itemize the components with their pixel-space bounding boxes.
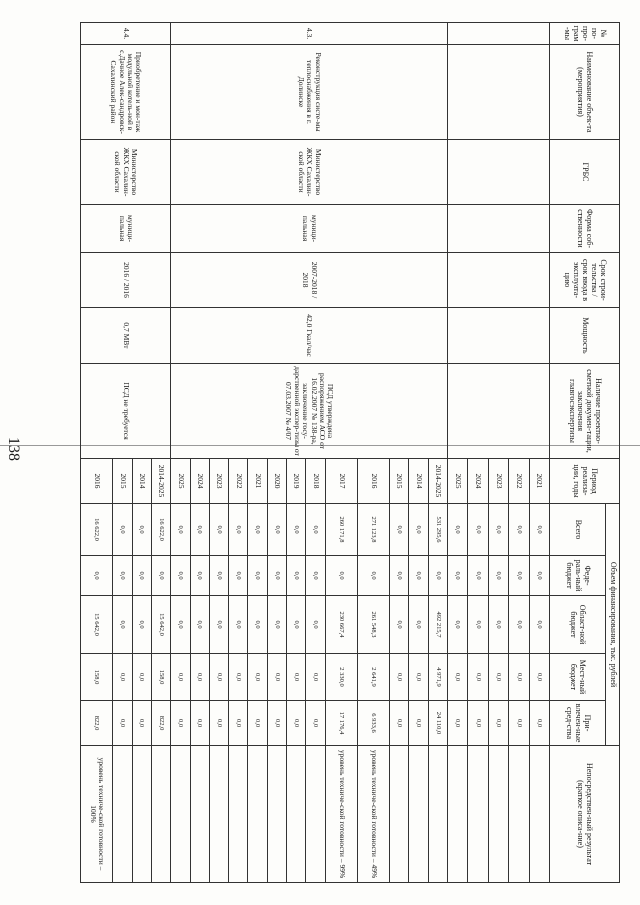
result-cell [171,746,190,883]
federal-cell: 0,0 [488,556,508,596]
total-cell: 0,0 [529,504,549,556]
year-cell: 2015 [390,459,409,504]
local-cell: 0,0 [390,654,409,701]
year-cell: 2019 [287,459,306,504]
header-ownership: Форма соб-ственности [550,205,620,253]
result-cell: уровень техниче-ской готовности – 100% [81,746,113,883]
attracted-cell: 822,0 [81,701,113,746]
year-cell: 2015 [113,459,132,504]
regional-cell: 0,0 [132,596,151,654]
attracted-cell: 0,0 [448,701,468,746]
total-cell: 271 123,8 [357,504,389,556]
header-grbs: ГРБС [550,140,620,205]
local-cell: 0,0 [468,654,488,701]
regional-cell: 15 642,0 [81,596,113,654]
attracted-cell: 0,0 [287,701,306,746]
year-cell: 2023 [488,459,508,504]
federal-cell: 0,0 [448,556,468,596]
object-ownership-cell: муници-пальная [171,205,448,253]
local-cell: 158,0 [151,654,170,701]
table-row [151,23,170,883]
local-cell: 0,0 [248,654,267,701]
object-name-cell: Реконструкция систе-мы теплоснабжения в г. Долинске [171,45,448,140]
local-cell: 4 971,9 [428,654,447,701]
year-cell: 2018 [306,459,325,504]
federal-cell: 0,0 [81,556,113,596]
local-cell: 2 641,9 [357,654,389,701]
total-cell: 0,0 [306,504,325,556]
local-cell: 0,0 [190,654,209,701]
total-cell: 0,0 [229,504,248,556]
result-cell [306,746,325,883]
attracted-cell: 822,0 [151,701,170,746]
year-cell: 2014-2025 [151,459,170,504]
regional-cell: 261 548,3 [357,596,389,654]
object-number-cell: 4.3. [171,23,448,45]
attracted-cell: 0,0 [190,701,209,746]
object-capacity-cell: 0,7 МВт [81,308,171,364]
header-period-impl: Период реализа-ции, годы [550,459,620,504]
federal-cell: 0,0 [267,556,286,596]
year-cell: 2014 [132,459,151,504]
local-cell: 0,0 [529,654,549,701]
regional-cell: 230 667,4 [325,596,357,654]
result-cell [468,746,488,883]
regional-cell: 0,0 [171,596,190,654]
total-cell: 0,0 [409,504,428,556]
local-cell: 0,0 [229,654,248,701]
total-cell: 260 171,8 [325,504,357,556]
funding-table [80,22,620,883]
result-cell [248,746,267,883]
attracted-cell: 0,0 [132,701,151,746]
year-cell: 2016 [81,459,113,504]
regional-cell: 0,0 [190,596,209,654]
header-regional: Област-ной бюджет [550,596,606,654]
attracted-cell: 0,0 [229,701,248,746]
total-cell: 531 295,6 [428,504,447,556]
local-cell: 0,0 [448,654,468,701]
total-cell: 0,0 [209,504,228,556]
result-cell [209,746,228,883]
total-cell: 0,0 [171,504,190,556]
attracted-cell: 0,0 [306,701,325,746]
empty-name-cell [448,45,550,140]
total-cell: 0,0 [390,504,409,556]
attracted-cell: 0,0 [390,701,409,746]
result-cell [448,746,468,883]
federal-cell: 0,0 [390,556,409,596]
header-local: Мест-ный бюджет [550,654,606,701]
year-cell: 2014-2025 [428,459,447,504]
regional-cell: 0,0 [306,596,325,654]
year-cell: 2017 [325,459,357,504]
federal-cell: 0,0 [409,556,428,596]
object-number-cell: 4.4. [81,23,171,45]
year-cell: 2024 [190,459,209,504]
header-result: Непосредствен-ный результат (краткое описа-ние) [550,746,620,883]
year-cell: 2023 [209,459,228,504]
regional-cell: 0,0 [287,596,306,654]
header-attracted: При-влечен-ные сред-ства [550,701,606,746]
table-body [81,23,550,883]
total-cell: 0,0 [488,504,508,556]
result-cell [190,746,209,883]
regional-cell: 492 215,7 [428,596,447,654]
total-cell: 16 622,0 [151,504,170,556]
total-cell: 0,0 [287,504,306,556]
federal-cell: 0,0 [287,556,306,596]
federal-cell: 0,0 [151,556,170,596]
header-name: Наименование объек-та (мероприятия) [550,45,620,140]
result-cell [287,746,306,883]
local-cell: 0,0 [488,654,508,701]
local-cell: 0,0 [306,654,325,701]
total-cell: 0,0 [132,504,151,556]
object-psd-cell: ПСД не требуется [81,364,171,459]
object-period-build-cell: 2016 / 2016 [81,253,171,308]
year-cell: 2025 [448,459,468,504]
header-capacity: Мощность [550,308,620,364]
result-cell [267,746,286,883]
header-psd: Наличие проектно-сметной докумен-тации, заключения главгосэкспертизы [550,364,620,459]
attracted-cell: 0,0 [248,701,267,746]
year-cell: 2020 [267,459,286,504]
year-cell: 2016 [357,459,389,504]
federal-cell: 0,0 [468,556,488,596]
year-cell: 2022 [229,459,248,504]
regional-cell: 0,0 [488,596,508,654]
total-cell: 0,0 [267,504,286,556]
regional-cell: 0,0 [267,596,286,654]
regional-cell: 0,0 [448,596,468,654]
object-psd-cell: ПСД утверждена распоряжением АСО от 16.02.2007 № 138-ра, заключение госу-дарственной экспер-тизы от 07.03.2007 № 4/07 [171,364,448,459]
result-cell [229,746,248,883]
federal-cell: 0,0 [306,556,325,596]
federal-cell: 0,0 [428,556,447,596]
year-cell: 2025 [171,459,190,504]
attracted-cell: 0,0 [409,701,428,746]
federal-cell: 0,0 [509,556,529,596]
result-cell [509,746,529,883]
attracted-cell: 17 176,4 [325,701,357,746]
regional-cell: 15 642,0 [151,596,170,654]
empty-capacity-cell [448,308,550,364]
total-cell: 0,0 [509,504,529,556]
result-cell [409,746,428,883]
regional-cell: 0,0 [409,596,428,654]
federal-cell: 0,0 [132,556,151,596]
total-cell: 0,0 [468,504,488,556]
result-cell [529,746,549,883]
local-cell: 0,0 [132,654,151,701]
total-cell: 0,0 [190,504,209,556]
object-ownership-cell: муници-пальная [81,205,171,253]
rotated-table-wrapper [80,22,620,882]
federal-cell: 0,0 [357,556,389,596]
total-cell: 0,0 [448,504,468,556]
attracted-cell: 0,0 [171,701,190,746]
local-cell: 0,0 [409,654,428,701]
empty-no-cell [448,23,550,45]
regional-cell: 0,0 [390,596,409,654]
local-cell: 2 330,0 [325,654,357,701]
federal-cell: 0,0 [248,556,267,596]
federal-cell: 0,0 [209,556,228,596]
attracted-cell: 0,0 [267,701,286,746]
result-cell: уровень техниче-ской готовности – 49% [357,746,389,883]
local-cell: 0,0 [113,654,132,701]
local-cell: 0,0 [287,654,306,701]
result-cell [113,746,132,883]
object-grbs-cell: Министерство ЖКХ Сахалин-ской области [171,140,448,205]
regional-cell: 0,0 [509,596,529,654]
total-cell: 0,0 [248,504,267,556]
regional-cell: 0,0 [529,596,549,654]
header-period-build: Срок строи-тельства / срок ввода в эксплуата-цию [550,253,620,308]
attracted-cell: 0,0 [113,701,132,746]
empty-psd-cell [448,364,550,459]
local-cell: 0,0 [171,654,190,701]
result-cell [132,746,151,883]
local-cell: 0,0 [267,654,286,701]
page-number: 138 [5,437,22,461]
federal-cell: 0,0 [325,556,357,596]
result-cell [390,746,409,883]
year-cell: 2021 [248,459,267,504]
result-cell [151,746,170,883]
regional-cell: 0,0 [248,596,267,654]
regional-cell: 0,0 [468,596,488,654]
total-cell: 0,0 [113,504,132,556]
local-cell: 158,0 [81,654,113,701]
regional-cell: 0,0 [113,596,132,654]
federal-cell: 0,0 [229,556,248,596]
object-period-build-cell: 2007-2018 / 2018 [171,253,448,308]
total-cell: 16 622,0 [81,504,113,556]
local-cell: 0,0 [509,654,529,701]
year-cell: 2014 [409,459,428,504]
federal-cell: 0,0 [113,556,132,596]
header-total: Всего [550,504,606,556]
year-cell: 2021 [529,459,549,504]
regional-cell: 0,0 [229,596,248,654]
empty-period-build-cell [448,253,550,308]
header-funding-group: Объем финансирования, тыс. рублей [606,504,620,746]
attracted-cell: 0,0 [529,701,549,746]
regional-cell: 0,0 [209,596,228,654]
local-cell: 0,0 [209,654,228,701]
year-cell: 2022 [509,459,529,504]
attracted-cell: 6 933,6 [357,701,389,746]
attracted-cell: 24 110,0 [428,701,447,746]
year-cell: 2024 [468,459,488,504]
attracted-cell: 0,0 [488,701,508,746]
attracted-cell: 0,0 [509,701,529,746]
empty-ownership-cell [448,205,550,253]
empty-grbs-cell [448,140,550,205]
result-cell: уровень техниче-ской готовности – 99% [325,746,357,883]
table-row [428,23,447,883]
table-row [529,23,549,883]
federal-cell: 0,0 [529,556,549,596]
object-grbs-cell: Министерство ЖКХ Сахалин-ской области [81,140,171,205]
federal-cell: 0,0 [171,556,190,596]
attracted-cell: 0,0 [209,701,228,746]
object-capacity-cell: 42,0 Гкал/час [171,308,448,364]
result-cell [488,746,508,883]
result-cell [428,746,447,883]
header-no: № по-про-грам-мы [550,23,620,45]
federal-cell: 0,0 [190,556,209,596]
object-name-cell: Приобретение и мон-таж модульной котель-ной в с.Дачное Алек-сандровск-Сахалинский район [81,45,171,140]
header-federal: Феде-раль-ный бюджет [550,556,606,596]
attracted-cell: 0,0 [468,701,488,746]
